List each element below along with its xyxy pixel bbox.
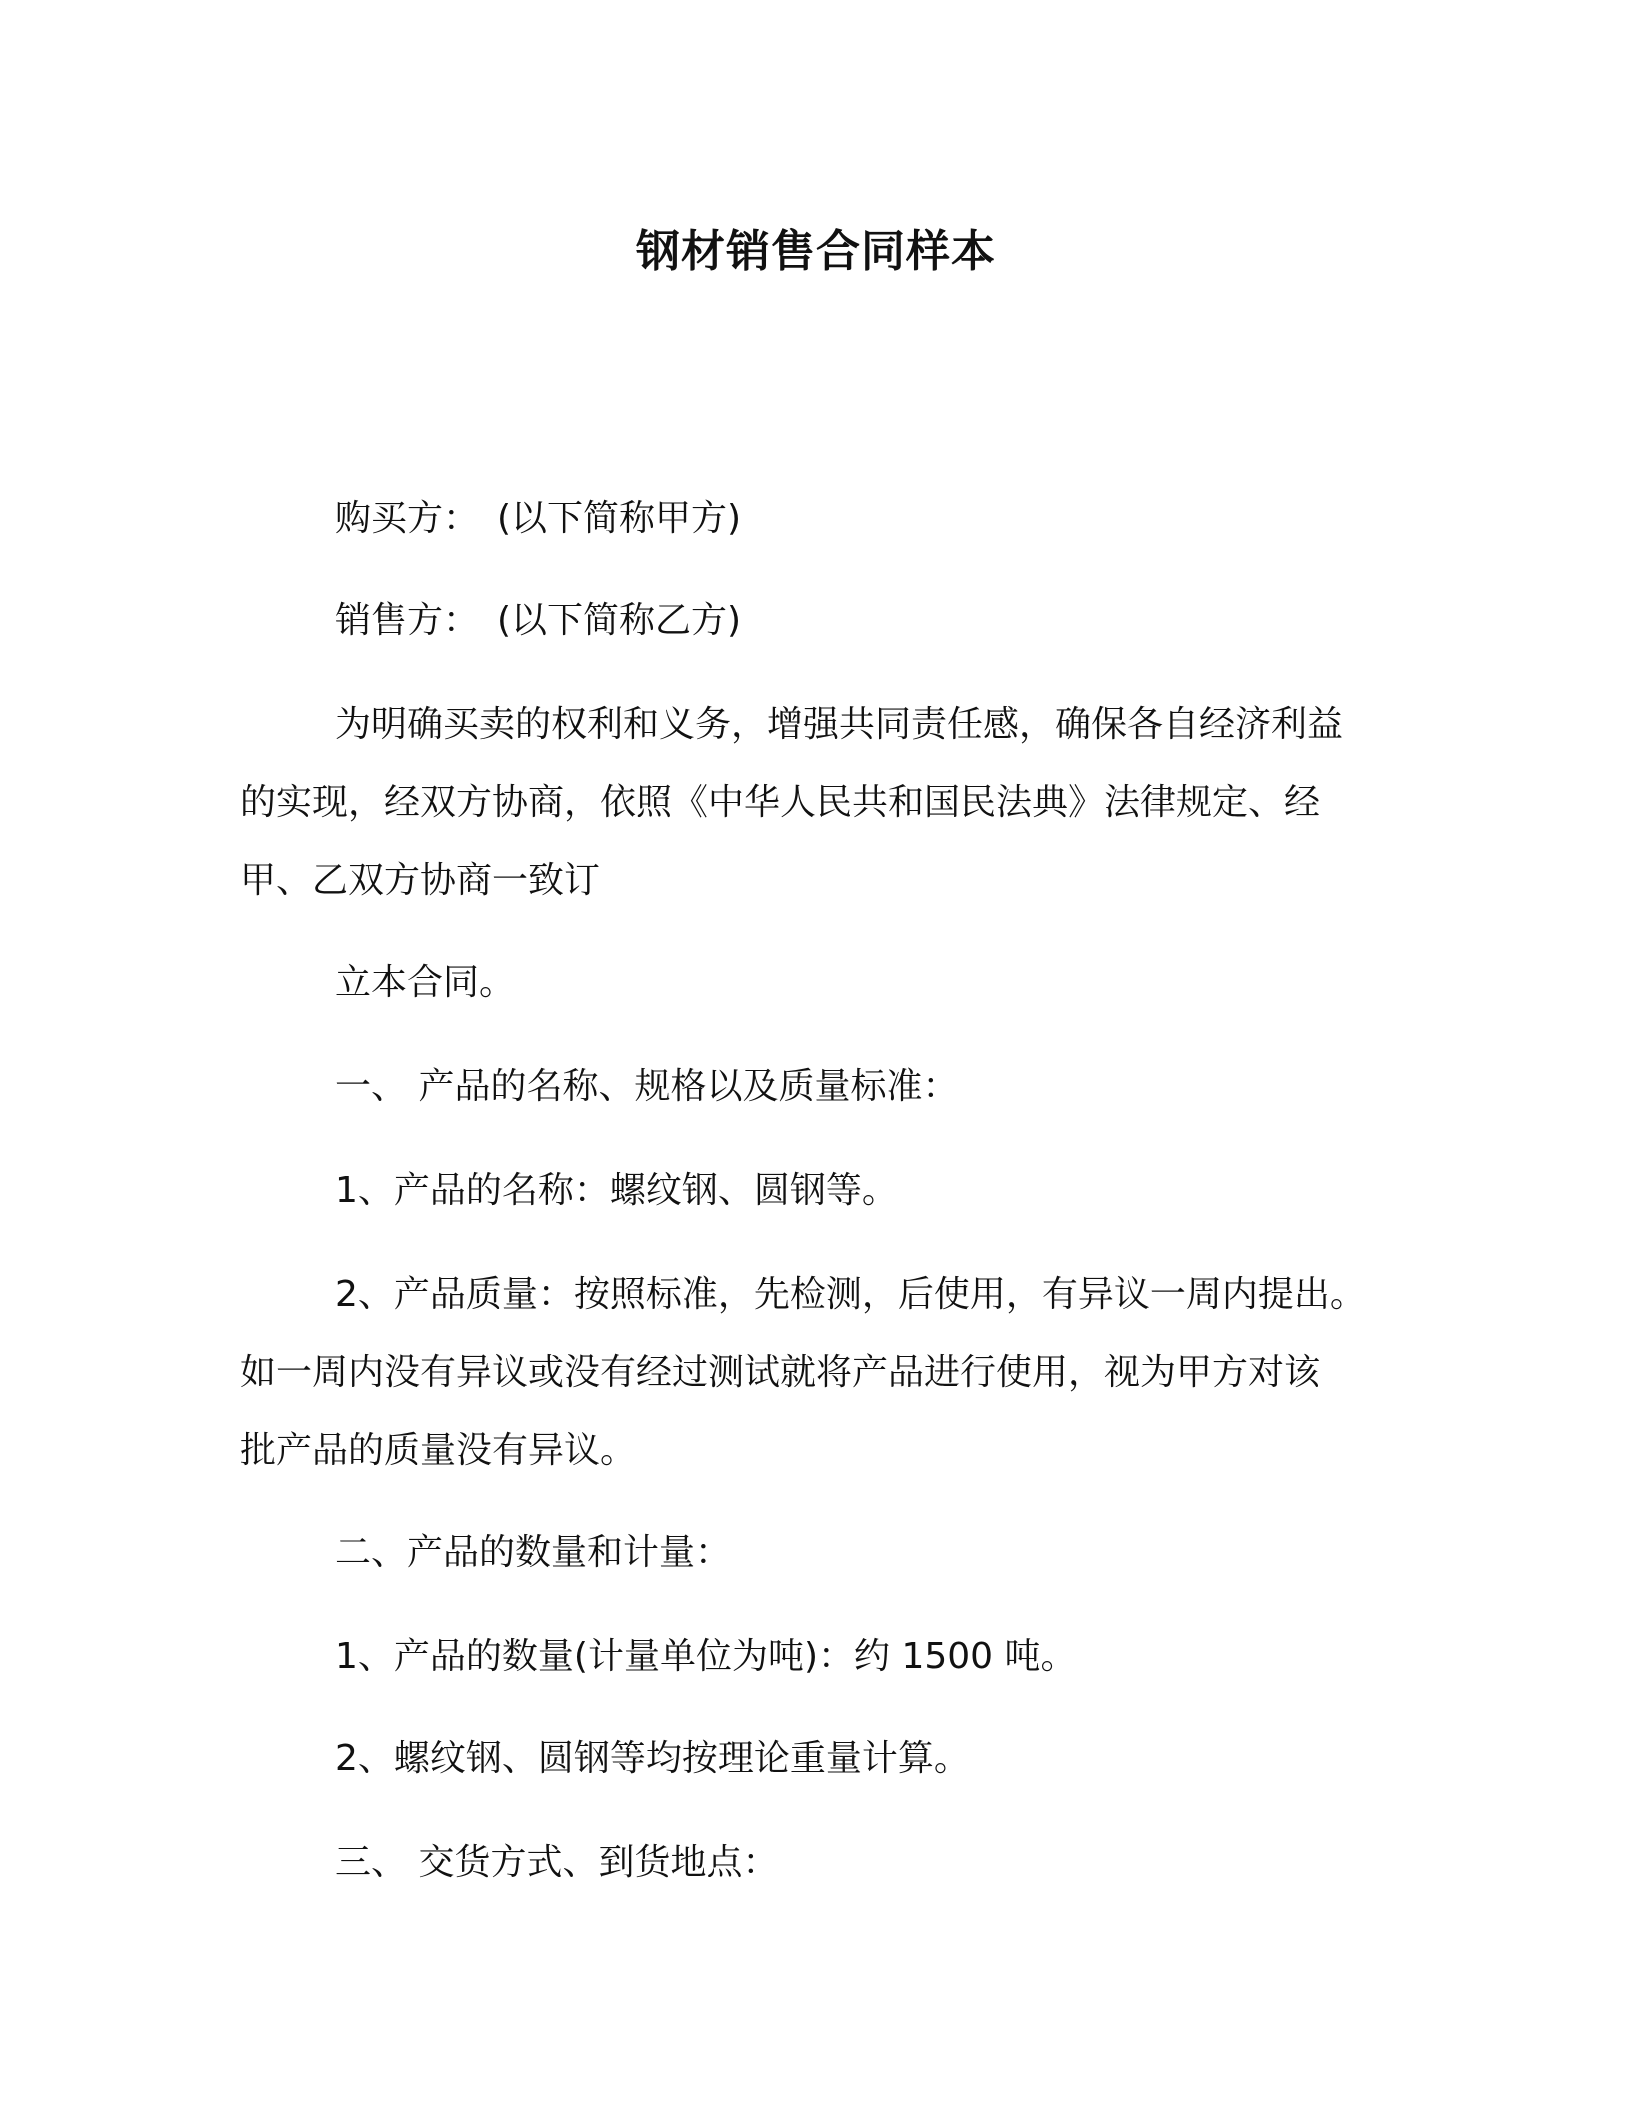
preamble-line: 甲、乙双方协商一致订: [240, 860, 601, 901]
section2-item2: 2、螺纹钢、圆钢等均按理论重量计算。: [335, 1738, 970, 1779]
section1-item1: 1、产品的名称：螺纹钢、圆钢等。: [335, 1170, 898, 1211]
section2-heading: 二、产品的数量和计量：: [335, 1532, 732, 1573]
section1-item2-line: 批产品的质量没有异议。: [240, 1430, 637, 1471]
seller-line: [240, 582, 1390, 660]
document-title: 钢材销售合同样本: [636, 226, 996, 277]
section3-heading: 三、 交货方式、到货地点：: [335, 1842, 779, 1883]
section1-item2: [240, 1256, 1390, 1490]
section1-item2-line: 如一周内没有异议或没有经过测试就将产品进行使用，视为甲方对该: [240, 1352, 1321, 1393]
buyer-note: (以下简称甲方): [497, 498, 742, 539]
section1-heading: 一、 产品的名称、规格以及质量标准：: [335, 1066, 959, 1107]
section1-item2-line: 2、产品质量：按照标准，先检测，后使用，有异议一周内提出。: [335, 1274, 1366, 1315]
preamble-paragraph: [240, 686, 1390, 920]
seller-label: 销售方：: [335, 600, 480, 641]
seller-note: (以下简称乙方): [497, 600, 742, 641]
preamble-line: 为明确买卖的权利和义务，增强共同责任感，确保各自经济利益: [335, 704, 1344, 745]
preamble-line: 的实现，经双方协商，依照《中华人民共和国民法典》法律规定、经: [240, 782, 1321, 823]
buyer-line: [240, 480, 1390, 558]
buyer-label: 购买方：: [335, 498, 480, 539]
section2-item1: 1、产品的数量(计量单位为吨)：约 1500 吨。: [335, 1636, 1077, 1677]
establish-line: 立本合同。: [335, 962, 516, 1003]
